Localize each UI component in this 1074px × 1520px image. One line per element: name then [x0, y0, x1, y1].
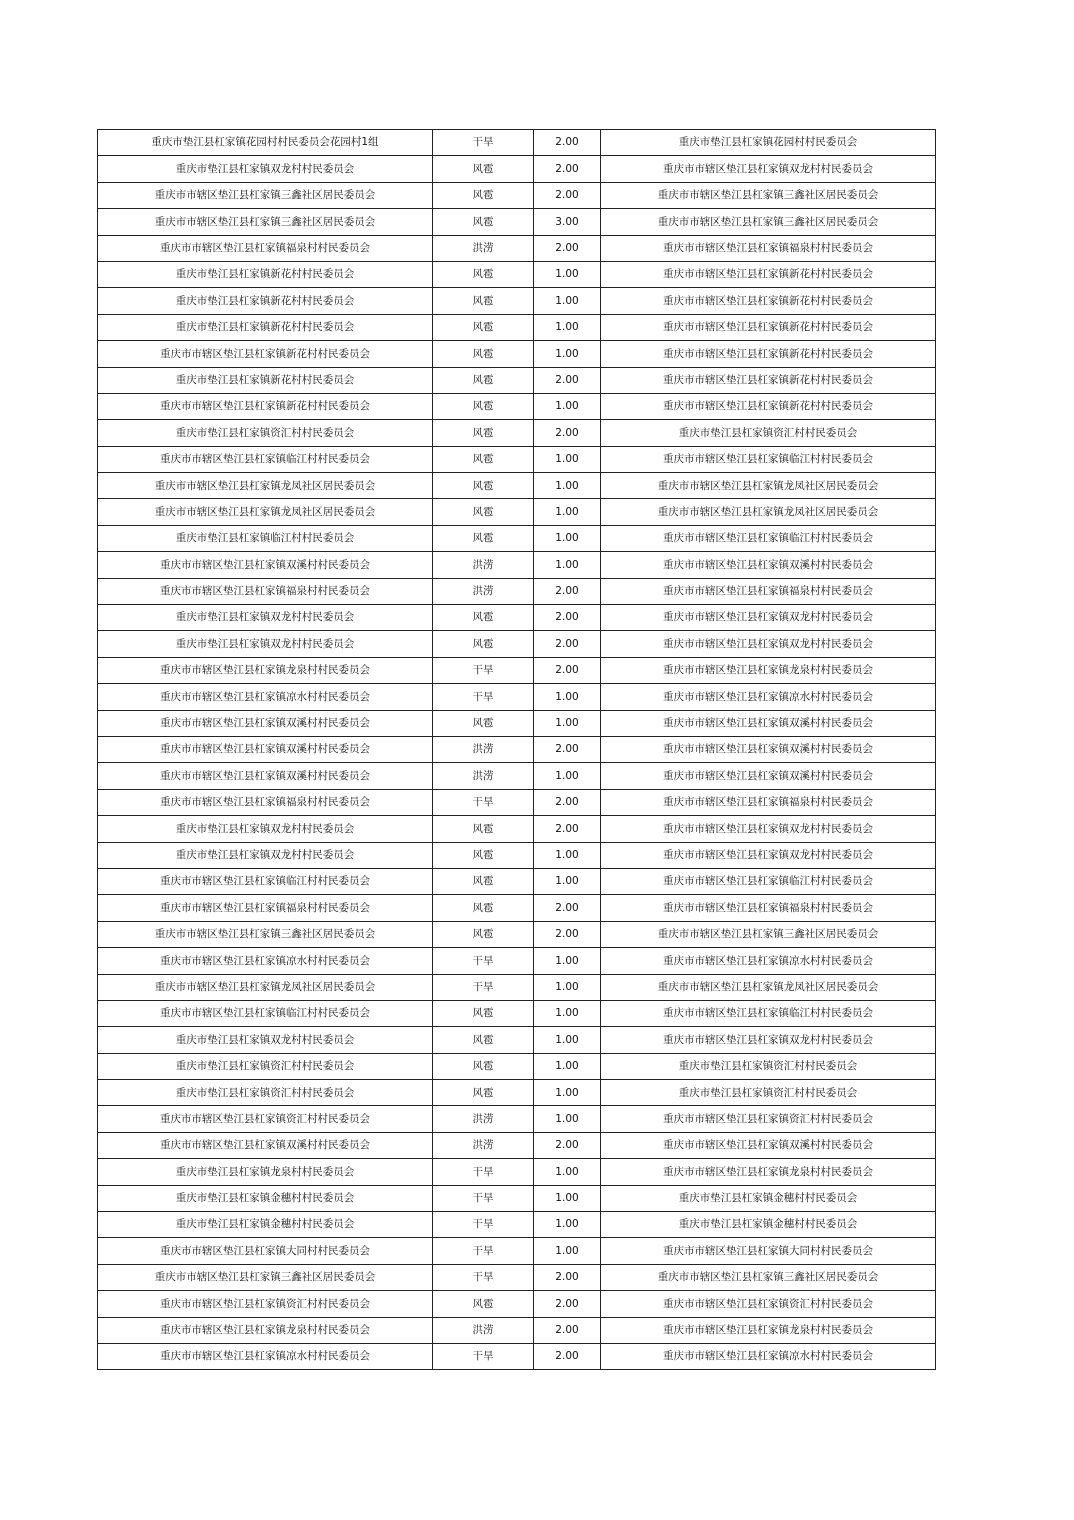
amount-cell: 1.00 [534, 525, 601, 551]
location-cell: 重庆市市辖区垫江县杠家镇福泉村村民委员会 [98, 578, 433, 604]
table-row [98, 130, 936, 156]
amount-cell: 1.00 [534, 868, 601, 894]
unit-cell: 重庆市市辖区垫江县杠家镇龙凤社区居民委员会 [601, 974, 936, 1000]
unit-cell: 重庆市市辖区垫江县杠家镇新花村村民委员会 [601, 288, 936, 314]
amount-cell: 1.00 [534, 473, 601, 499]
table-row [98, 895, 936, 921]
amount-cell: 1.00 [534, 1000, 601, 1026]
amount-cell: 2.00 [534, 631, 601, 657]
disaster-type-cell: 洪涝 [433, 1106, 534, 1132]
unit-cell: 重庆市市辖区垫江县杠家镇双龙村村民委员会 [601, 605, 936, 631]
location-cell: 重庆市垫江县杠家镇新花村村民委员会 [98, 288, 433, 314]
amount-cell: 1.00 [534, 1080, 601, 1106]
unit-cell: 重庆市市辖区垫江县杠家镇龙泉村村民委员会 [601, 1159, 936, 1185]
amount-cell: 2.00 [534, 1264, 601, 1290]
amount-cell: 2.00 [534, 657, 601, 683]
unit-cell: 重庆市市辖区垫江县杠家镇龙凤社区居民委员会 [601, 499, 936, 525]
amount-cell: 2.00 [534, 605, 601, 631]
table-row [98, 156, 936, 182]
disaster-type-cell: 风雹 [433, 341, 534, 367]
disaster-type-cell: 风雹 [433, 921, 534, 947]
amount-cell: 1.00 [534, 974, 601, 1000]
unit-cell: 重庆市市辖区垫江县杠家镇双龙村村民委员会 [601, 631, 936, 657]
amount-cell: 2.00 [534, 420, 601, 446]
unit-cell: 重庆市市辖区垫江县杠家镇临江村村民委员会 [601, 446, 936, 472]
unit-cell: 重庆市市辖区垫江县杠家镇新花村村民委员会 [601, 261, 936, 287]
table-row [98, 552, 936, 578]
unit-cell: 重庆市市辖区垫江县杠家镇大同村村民委员会 [601, 1238, 936, 1264]
disaster-type-cell: 风雹 [433, 868, 534, 894]
table-row [98, 314, 936, 340]
amount-cell: 2.00 [534, 921, 601, 947]
table-row [98, 631, 936, 657]
table-row [98, 1027, 936, 1053]
disaster-type-cell: 风雹 [433, 446, 534, 472]
location-cell: 重庆市市辖区垫江县杠家镇临江村村民委员会 [98, 868, 433, 894]
unit-cell: 重庆市垫江县杠家镇资汇村村民委员会 [601, 1053, 936, 1079]
table-row [98, 525, 936, 551]
disaster-type-cell: 干旱 [433, 1185, 534, 1211]
table-row [98, 868, 936, 894]
amount-cell: 1.00 [534, 288, 601, 314]
amount-cell: 1.00 [534, 341, 601, 367]
disaster-type-cell: 干旱 [433, 974, 534, 1000]
disaster-type-cell: 风雹 [433, 393, 534, 419]
location-cell: 重庆市市辖区垫江县杠家镇双溪村村民委员会 [98, 736, 433, 762]
table-row [98, 209, 936, 235]
table-row [98, 1317, 936, 1343]
disaster-type-cell: 干旱 [433, 657, 534, 683]
location-cell: 重庆市市辖区垫江县杠家镇双溪村村民委员会 [98, 1132, 433, 1158]
location-cell: 重庆市市辖区垫江县杠家镇双溪村村民委员会 [98, 552, 433, 578]
table-row [98, 1264, 936, 1290]
location-cell: 重庆市市辖区垫江县杠家镇龙凤社区居民委员会 [98, 499, 433, 525]
amount-cell: 2.00 [534, 895, 601, 921]
location-cell: 重庆市垫江县杠家镇双龙村村民委员会 [98, 1027, 433, 1053]
location-cell: 重庆市垫江县杠家镇双龙村村民委员会 [98, 842, 433, 868]
location-cell: 重庆市垫江县杠家镇资汇村村民委员会 [98, 420, 433, 446]
table-row [98, 1212, 936, 1238]
disaster-type-cell: 风雹 [433, 631, 534, 657]
location-cell: 重庆市市辖区垫江县杠家镇新花村村民委员会 [98, 393, 433, 419]
amount-cell: 1.00 [534, 261, 601, 287]
table-row [98, 288, 936, 314]
disaster-type-cell: 洪涝 [433, 736, 534, 762]
amount-cell: 1.00 [534, 710, 601, 736]
disaster-type-cell: 干旱 [433, 1212, 534, 1238]
unit-cell: 重庆市垫江县杠家镇资汇村村民委员会 [601, 420, 936, 446]
table-row [98, 763, 936, 789]
location-cell: 重庆市市辖区垫江县杠家镇龙泉村村民委员会 [98, 657, 433, 683]
table-row [98, 393, 936, 419]
amount-cell: 1.00 [534, 1238, 601, 1264]
location-cell: 重庆市垫江县杠家镇花园村村民委员会花园村1组 [98, 130, 433, 156]
location-cell: 重庆市市辖区垫江县杠家镇新花村村民委员会 [98, 341, 433, 367]
amount-cell: 2.00 [534, 578, 601, 604]
unit-cell: 重庆市市辖区垫江县杠家镇资汇村村民委员会 [601, 1106, 936, 1132]
table-row [98, 1343, 936, 1369]
location-cell: 重庆市市辖区垫江县杠家镇三鑫社区居民委员会 [98, 209, 433, 235]
disaster-type-cell: 洪涝 [433, 552, 534, 578]
amount-cell: 1.00 [534, 314, 601, 340]
table-row [98, 420, 936, 446]
unit-cell: 重庆市市辖区垫江县杠家镇福泉村村民委员会 [601, 235, 936, 261]
unit-cell: 重庆市市辖区垫江县杠家镇三鑫社区居民委员会 [601, 921, 936, 947]
table-row [98, 842, 936, 868]
location-cell: 重庆市市辖区垫江县杠家镇临江村村民委员会 [98, 1000, 433, 1026]
amount-cell: 1.00 [534, 1185, 601, 1211]
unit-cell: 重庆市市辖区垫江县杠家镇龙泉村村民委员会 [601, 657, 936, 683]
amount-cell: 1.00 [534, 948, 601, 974]
amount-cell: 2.00 [534, 1343, 601, 1369]
disaster-type-cell: 风雹 [433, 605, 534, 631]
location-cell: 重庆市垫江县杠家镇新花村村民委员会 [98, 314, 433, 340]
table-row [98, 789, 936, 815]
amount-cell: 3.00 [534, 209, 601, 235]
unit-cell: 重庆市垫江县杠家镇金穗村村民委员会 [601, 1212, 936, 1238]
unit-cell: 重庆市垫江县杠家镇资汇村村民委员会 [601, 1080, 936, 1106]
disaster-type-cell: 干旱 [433, 1264, 534, 1290]
table-row [98, 1053, 936, 1079]
location-cell: 重庆市市辖区垫江县杠家镇临江村村民委员会 [98, 446, 433, 472]
location-cell: 重庆市市辖区垫江县杠家镇凉水村村民委员会 [98, 684, 433, 710]
location-cell: 重庆市垫江县杠家镇双龙村村民委员会 [98, 605, 433, 631]
unit-cell: 重庆市市辖区垫江县杠家镇双龙村村民委员会 [601, 816, 936, 842]
location-cell: 重庆市垫江县杠家镇双龙村村民委员会 [98, 816, 433, 842]
disaster-type-cell: 干旱 [433, 1343, 534, 1369]
table-row [98, 261, 936, 287]
amount-cell: 2.00 [534, 789, 601, 815]
amount-cell: 2.00 [534, 736, 601, 762]
disaster-type-cell: 风雹 [433, 473, 534, 499]
unit-cell: 重庆市市辖区垫江县杠家镇凉水村村民委员会 [601, 684, 936, 710]
disaster-type-cell: 洪涝 [433, 578, 534, 604]
unit-cell: 重庆市市辖区垫江县杠家镇凉水村村民委员会 [601, 948, 936, 974]
unit-cell: 重庆市市辖区垫江县杠家镇双溪村村民委员会 [601, 1132, 936, 1158]
unit-cell: 重庆市市辖区垫江县杠家镇临江村村民委员会 [601, 1000, 936, 1026]
table-row [98, 182, 936, 208]
unit-cell: 重庆市市辖区垫江县杠家镇龙凤社区居民委员会 [601, 473, 936, 499]
disaster-type-cell: 干旱 [433, 1159, 534, 1185]
location-cell: 重庆市垫江县杠家镇金穗村村民委员会 [98, 1185, 433, 1211]
unit-cell: 重庆市市辖区垫江县杠家镇临江村村民委员会 [601, 868, 936, 894]
data-table [97, 129, 936, 1370]
location-cell: 重庆市市辖区垫江县杠家镇双溪村村民委员会 [98, 763, 433, 789]
unit-cell: 重庆市市辖区垫江县杠家镇双溪村村民委员会 [601, 736, 936, 762]
unit-cell: 重庆市市辖区垫江县杠家镇新花村村民委员会 [601, 341, 936, 367]
location-cell: 重庆市市辖区垫江县杠家镇双溪村村民委员会 [98, 710, 433, 736]
location-cell: 重庆市市辖区垫江县杠家镇福泉村村民委员会 [98, 235, 433, 261]
disaster-type-cell: 干旱 [433, 1238, 534, 1264]
disaster-type-cell: 风雹 [433, 314, 534, 340]
disaster-type-cell: 风雹 [433, 525, 534, 551]
disaster-type-cell: 风雹 [433, 710, 534, 736]
table-row [98, 816, 936, 842]
amount-cell: 1.00 [534, 446, 601, 472]
location-cell: 重庆市市辖区垫江县杠家镇凉水村村民委员会 [98, 948, 433, 974]
amount-cell: 1.00 [534, 1106, 601, 1132]
disaster-type-cell: 干旱 [433, 948, 534, 974]
amount-cell: 1.00 [534, 1212, 601, 1238]
unit-cell: 重庆市市辖区垫江县杠家镇新花村村民委员会 [601, 393, 936, 419]
table-row [98, 446, 936, 472]
table-row [98, 657, 936, 683]
amount-cell: 2.00 [534, 156, 601, 182]
table-row [98, 1106, 936, 1132]
amount-cell: 2.00 [534, 1317, 601, 1343]
disaster-type-cell: 风雹 [433, 261, 534, 287]
amount-cell: 2.00 [534, 367, 601, 393]
table-row [98, 473, 936, 499]
unit-cell: 重庆市垫江县杠家镇花园村村民委员会 [601, 130, 936, 156]
disaster-type-cell: 风雹 [433, 182, 534, 208]
disaster-type-cell: 风雹 [433, 209, 534, 235]
location-cell: 重庆市垫江县杠家镇金穗村村民委员会 [98, 1212, 433, 1238]
table-row [98, 1132, 936, 1158]
amount-cell: 1.00 [534, 842, 601, 868]
location-cell: 重庆市垫江县杠家镇新花村村民委员会 [98, 367, 433, 393]
amount-cell: 1.00 [534, 763, 601, 789]
unit-cell: 重庆市市辖区垫江县杠家镇双龙村村民委员会 [601, 1027, 936, 1053]
unit-cell: 重庆市市辖区垫江县杠家镇三鑫社区居民委员会 [601, 1264, 936, 1290]
table-row [98, 948, 936, 974]
unit-cell: 重庆市市辖区垫江县杠家镇双溪村村民委员会 [601, 763, 936, 789]
amount-cell: 1.00 [534, 1053, 601, 1079]
location-cell: 重庆市市辖区垫江县杠家镇凉水村村民委员会 [98, 1343, 433, 1369]
disaster-type-cell: 风雹 [433, 1080, 534, 1106]
location-cell: 重庆市垫江县杠家镇双龙村村民委员会 [98, 631, 433, 657]
table-row [98, 341, 936, 367]
unit-cell: 重庆市市辖区垫江县杠家镇双溪村村民委员会 [601, 552, 936, 578]
disaster-type-cell: 洪涝 [433, 235, 534, 261]
unit-cell: 重庆市市辖区垫江县杠家镇双龙村村民委员会 [601, 842, 936, 868]
table-row [98, 1080, 936, 1106]
amount-cell: 1.00 [534, 499, 601, 525]
disaster-type-cell: 风雹 [433, 842, 534, 868]
unit-cell: 重庆市市辖区垫江县杠家镇福泉村村民委员会 [601, 578, 936, 604]
amount-cell: 1.00 [534, 393, 601, 419]
location-cell: 重庆市垫江县杠家镇资汇村村民委员会 [98, 1080, 433, 1106]
disaster-type-cell: 干旱 [433, 130, 534, 156]
table-row [98, 605, 936, 631]
disaster-type-cell: 洪涝 [433, 763, 534, 789]
disaster-type-cell: 洪涝 [433, 1317, 534, 1343]
disaster-type-cell: 风雹 [433, 420, 534, 446]
amount-cell: 1.00 [534, 1159, 601, 1185]
table-body [98, 130, 936, 1370]
unit-cell: 重庆市市辖区垫江县杠家镇双龙村村民委员会 [601, 156, 936, 182]
table-row [98, 684, 936, 710]
unit-cell: 重庆市市辖区垫江县杠家镇福泉村村民委员会 [601, 789, 936, 815]
disaster-type-cell: 洪涝 [433, 1132, 534, 1158]
table-row [98, 1159, 936, 1185]
table-row [98, 499, 936, 525]
disaster-type-cell: 风雹 [433, 1027, 534, 1053]
table-row [98, 710, 936, 736]
location-cell: 重庆市市辖区垫江县杠家镇龙凤社区居民委员会 [98, 974, 433, 1000]
unit-cell: 重庆市垫江县杠家镇金穗村村民委员会 [601, 1185, 936, 1211]
table-row [98, 974, 936, 1000]
table-row [98, 1291, 936, 1317]
table-row [98, 235, 936, 261]
amount-cell: 1.00 [534, 1027, 601, 1053]
location-cell: 重庆市垫江县杠家镇临江村村民委员会 [98, 525, 433, 551]
location-cell: 重庆市市辖区垫江县杠家镇资汇村村民委员会 [98, 1291, 433, 1317]
location-cell: 重庆市市辖区垫江县杠家镇福泉村村民委员会 [98, 895, 433, 921]
amount-cell: 2.00 [534, 235, 601, 261]
disaster-type-cell: 风雹 [433, 156, 534, 182]
table-row [98, 921, 936, 947]
location-cell: 重庆市市辖区垫江县杠家镇三鑫社区居民委员会 [98, 182, 433, 208]
location-cell: 重庆市市辖区垫江县杠家镇三鑫社区居民委员会 [98, 1264, 433, 1290]
location-cell: 重庆市垫江县杠家镇资汇村村民委员会 [98, 1053, 433, 1079]
table-row [98, 736, 936, 762]
location-cell: 重庆市市辖区垫江县杠家镇三鑫社区居民委员会 [98, 921, 433, 947]
amount-cell: 1.00 [534, 552, 601, 578]
unit-cell: 重庆市市辖区垫江县杠家镇新花村村民委员会 [601, 314, 936, 340]
table-row [98, 1185, 936, 1211]
table-row [98, 367, 936, 393]
table-row [98, 1238, 936, 1264]
location-cell: 重庆市市辖区垫江县杠家镇龙泉村村民委员会 [98, 1317, 433, 1343]
disaster-type-cell: 风雹 [433, 816, 534, 842]
unit-cell: 重庆市市辖区垫江县杠家镇资汇村村民委员会 [601, 1291, 936, 1317]
table-row [98, 1000, 936, 1026]
location-cell: 重庆市市辖区垫江县杠家镇龙凤社区居民委员会 [98, 473, 433, 499]
location-cell: 重庆市垫江县杠家镇双龙村村民委员会 [98, 156, 433, 182]
unit-cell: 重庆市市辖区垫江县杠家镇凉水村村民委员会 [601, 1343, 936, 1369]
disaster-type-cell: 干旱 [433, 684, 534, 710]
amount-cell: 1.00 [534, 684, 601, 710]
unit-cell: 重庆市市辖区垫江县杠家镇福泉村村民委员会 [601, 895, 936, 921]
disaster-type-cell: 风雹 [433, 1291, 534, 1317]
location-cell: 重庆市市辖区垫江县杠家镇大同村村民委员会 [98, 1238, 433, 1264]
disaster-type-cell: 风雹 [433, 1000, 534, 1026]
location-cell: 重庆市市辖区垫江县杠家镇福泉村村民委员会 [98, 789, 433, 815]
disaster-type-cell: 风雹 [433, 288, 534, 314]
unit-cell: 重庆市市辖区垫江县杠家镇临江村村民委员会 [601, 525, 936, 551]
unit-cell: 重庆市市辖区垫江县杠家镇新花村村民委员会 [601, 367, 936, 393]
disaster-type-cell: 风雹 [433, 895, 534, 921]
disaster-type-cell: 风雹 [433, 499, 534, 525]
amount-cell: 2.00 [534, 1291, 601, 1317]
disaster-type-cell: 干旱 [433, 789, 534, 815]
unit-cell: 重庆市市辖区垫江县杠家镇双溪村村民委员会 [601, 710, 936, 736]
amount-cell: 2.00 [534, 816, 601, 842]
amount-cell: 2.00 [534, 130, 601, 156]
location-cell: 重庆市市辖区垫江县杠家镇资汇村村民委员会 [98, 1106, 433, 1132]
location-cell: 重庆市垫江县杠家镇龙泉村村民委员会 [98, 1159, 433, 1185]
unit-cell: 重庆市市辖区垫江县杠家镇龙泉村村民委员会 [601, 1317, 936, 1343]
disaster-type-cell: 风雹 [433, 367, 534, 393]
disaster-type-cell: 风雹 [433, 1053, 534, 1079]
unit-cell: 重庆市市辖区垫江县杠家镇三鑫社区居民委员会 [601, 209, 936, 235]
table-row [98, 578, 936, 604]
location-cell: 重庆市垫江县杠家镇新花村村民委员会 [98, 261, 433, 287]
amount-cell: 2.00 [534, 182, 601, 208]
amount-cell: 2.00 [534, 1132, 601, 1158]
unit-cell: 重庆市市辖区垫江县杠家镇三鑫社区居民委员会 [601, 182, 936, 208]
